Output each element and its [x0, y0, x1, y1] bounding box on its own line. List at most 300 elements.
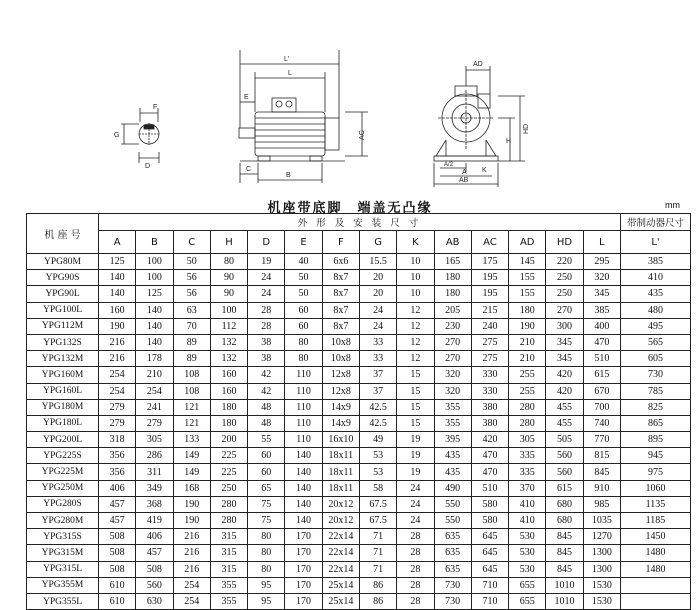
table-row	[27, 383, 691, 399]
table-cell: 12	[397, 334, 434, 350]
table-cell: 655	[509, 577, 546, 593]
table-cell: 10x8	[322, 334, 359, 350]
table-row	[27, 318, 691, 334]
table-cell: 19	[397, 448, 434, 464]
table-cell: 254	[99, 383, 136, 399]
table-cell: 24	[359, 302, 396, 318]
label-H: H	[506, 138, 512, 145]
table-cell: 615	[583, 367, 620, 383]
table-cell: 18x11	[322, 480, 359, 496]
label-L: L	[288, 70, 292, 77]
table-cell: 10	[397, 286, 434, 302]
table-cell: 90	[210, 270, 247, 286]
table-cell: 457	[99, 496, 136, 512]
table-cell: 985	[583, 496, 620, 512]
table-cell: 195	[471, 270, 508, 286]
table-cell: 25x14	[322, 593, 359, 609]
table-cell: 385	[583, 302, 620, 318]
table-cell: 75	[248, 496, 285, 512]
table-cell: 356	[99, 464, 136, 480]
table-cell: 6x6	[322, 254, 359, 270]
table-cell: 48	[248, 415, 285, 431]
table-row	[27, 464, 691, 480]
table-cell: 645	[471, 529, 508, 545]
table-cell: 580	[471, 496, 508, 512]
table-cell: 19	[248, 254, 285, 270]
table-cell: 18x11	[322, 448, 359, 464]
column-header: D	[248, 231, 285, 254]
table-cell: 60	[248, 464, 285, 480]
table-cell: 170	[285, 593, 322, 609]
table-cell: 24	[397, 496, 434, 512]
model-cell: YPG160M	[27, 367, 99, 383]
table-cell: 315	[210, 561, 247, 577]
table-cell: 190	[173, 513, 210, 529]
table-cell: 550	[434, 496, 471, 512]
table-cell: 19	[397, 464, 434, 480]
table-cell: 38	[248, 351, 285, 367]
table-cell: 56	[173, 286, 210, 302]
table-row	[27, 286, 691, 302]
table-cell: 25x14	[322, 577, 359, 593]
table-cell: 305	[136, 432, 173, 448]
table-cell: 14x9	[322, 399, 359, 415]
table-cell: 100	[210, 302, 247, 318]
table-cell: 165	[434, 254, 471, 270]
table-cell: 419	[136, 513, 173, 529]
table-cell: 700	[583, 399, 620, 415]
table-cell: 8x7	[322, 318, 359, 334]
table-cell: 250	[546, 270, 583, 286]
table-cell: 1185	[621, 513, 691, 529]
table-cell: 318	[99, 432, 136, 448]
table-row	[27, 302, 691, 318]
table-cell: 37	[359, 367, 396, 383]
model-cell: YPG250M	[27, 480, 99, 496]
table-cell: 205	[434, 302, 471, 318]
table-cell: 140	[285, 496, 322, 512]
table-cell: 580	[471, 513, 508, 529]
table-cell: 320	[434, 383, 471, 399]
table-cell: 95	[248, 577, 285, 593]
table-cell: 1530	[583, 577, 620, 593]
model-cell: YPG132M	[27, 351, 99, 367]
table-cell: 457	[99, 513, 136, 529]
table-cell: 710	[471, 577, 508, 593]
table-cell: 180	[210, 415, 247, 431]
table-cell: 210	[136, 367, 173, 383]
table-cell: 53	[359, 448, 396, 464]
table-cell: 470	[471, 464, 508, 480]
table-cell: 280	[210, 496, 247, 512]
table-cell: 945	[621, 448, 691, 464]
label-AC: AC	[359, 130, 366, 140]
table-cell: 1480	[621, 545, 691, 561]
table-cell: 254	[173, 577, 210, 593]
table-cell: 100	[136, 270, 173, 286]
table-cell: 110	[285, 399, 322, 415]
table-cell: 230	[434, 318, 471, 334]
label-A-half: A/2	[444, 162, 454, 168]
table-cell: 370	[509, 480, 546, 496]
table-cell: 100	[136, 254, 173, 270]
table-cell: 225	[210, 464, 247, 480]
table-cell: 560	[546, 464, 583, 480]
table-cell: 975	[621, 464, 691, 480]
table-cell: 740	[583, 415, 620, 431]
table-cell: 241	[136, 399, 173, 415]
table-cell: 20x12	[322, 513, 359, 529]
table-cell: 845	[583, 464, 620, 480]
table-cell: 89	[173, 351, 210, 367]
label-HD: HD	[523, 123, 530, 134]
table-cell: 320	[434, 367, 471, 383]
table-cell: 15.5	[359, 254, 396, 270]
table-cell: 845	[546, 529, 583, 545]
label-G: G	[114, 132, 120, 139]
table-cell: 121	[173, 415, 210, 431]
table-cell: 645	[471, 545, 508, 561]
table-cell: 210	[509, 351, 546, 367]
table-cell: 110	[285, 432, 322, 448]
brake-header: 带制动器尺寸	[621, 214, 691, 231]
table-cell: 33	[359, 351, 396, 367]
table-cell: 125	[136, 286, 173, 302]
table-row	[27, 415, 691, 431]
model-cell: YPG100L	[27, 302, 99, 318]
table-cell: 160	[210, 367, 247, 383]
unit-label: mm	[665, 200, 680, 210]
model-cell: YPG355L	[27, 593, 99, 609]
table-cell: 160	[99, 302, 136, 318]
table-cell: 910	[583, 480, 620, 496]
table-cell: 420	[546, 383, 583, 399]
table-cell: 86	[359, 577, 396, 593]
table-cell: 20	[359, 286, 396, 302]
table-cell: 42.5	[359, 399, 396, 415]
table-cell: 315	[210, 529, 247, 545]
group-header: 外 形 及 安 装 尺 寸	[99, 214, 621, 231]
table-cell: 80	[285, 351, 322, 367]
table-cell: 70	[173, 318, 210, 334]
table-cell: 630	[136, 593, 173, 609]
table-cell: 149	[173, 464, 210, 480]
model-cell: YPG315M	[27, 545, 99, 561]
table-cell: 24	[248, 286, 285, 302]
table-cell: 15	[397, 367, 434, 383]
label-A: A	[462, 169, 467, 176]
table-cell: 279	[99, 399, 136, 415]
table-cell: 8x7	[322, 270, 359, 286]
motor-dimension-drawing	[0, 0, 700, 196]
table-cell: 770	[583, 432, 620, 448]
table-cell: 550	[434, 513, 471, 529]
table-cell: 1010	[546, 577, 583, 593]
table-cell: 210	[509, 334, 546, 350]
column-header: A	[99, 231, 136, 254]
table-cell: 50	[173, 254, 210, 270]
table-cell: 355	[210, 577, 247, 593]
table-row	[27, 270, 691, 286]
table-cell: 12	[397, 351, 434, 367]
table-cell: 20x12	[322, 496, 359, 512]
table-cell: 508	[136, 561, 173, 577]
table-cell: 825	[621, 399, 691, 415]
table-cell: 67.5	[359, 513, 396, 529]
table-row	[27, 351, 691, 367]
table-cell: 170	[285, 545, 322, 561]
table-cell: 15	[397, 415, 434, 431]
table-cell: 8x7	[322, 302, 359, 318]
table-cell: 28	[397, 529, 434, 545]
table-cell: 42	[248, 383, 285, 399]
table-cell: 457	[136, 545, 173, 561]
table-row	[27, 513, 691, 529]
table-cell: 530	[509, 545, 546, 561]
table-cell: 255	[509, 367, 546, 383]
table-cell: 60	[285, 302, 322, 318]
table-cell: 71	[359, 561, 396, 577]
table-cell: 356	[99, 448, 136, 464]
label-AB: AB	[459, 177, 469, 184]
table-cell: 190	[99, 318, 136, 334]
model-cell: YPG90S	[27, 270, 99, 286]
shaft-section-view	[121, 108, 159, 163]
table-cell: 140	[136, 302, 173, 318]
table-cell: 255	[509, 383, 546, 399]
table-cell: 1035	[583, 513, 620, 529]
table-cell: 560	[546, 448, 583, 464]
column-header-row	[27, 231, 691, 254]
table-cell: 305	[509, 432, 546, 448]
table-cell: 565	[621, 334, 691, 350]
table-cell: 80	[248, 561, 285, 577]
table-cell: 108	[173, 383, 210, 399]
model-cell: YPG200L	[27, 432, 99, 448]
table-cell: 250	[210, 480, 247, 496]
table-cell: 170	[285, 561, 322, 577]
table-cell: 680	[546, 496, 583, 512]
table-cell: 24	[397, 513, 434, 529]
table-cell: 355	[434, 415, 471, 431]
table-cell: 112	[210, 318, 247, 334]
table-cell: 110	[285, 367, 322, 383]
table-cell: 121	[173, 399, 210, 415]
table-cell: 1300	[583, 561, 620, 577]
column-header: H	[210, 231, 247, 254]
table-cell: 56	[173, 270, 210, 286]
table-cell: 455	[546, 399, 583, 415]
table-cell: 42	[248, 367, 285, 383]
table-row	[27, 561, 691, 577]
table-cell: 635	[434, 545, 471, 561]
table-row	[27, 367, 691, 383]
table-cell: 28	[248, 318, 285, 334]
table-cell: 22x14	[322, 529, 359, 545]
table-cell: 80	[248, 529, 285, 545]
table-cell: 12	[397, 302, 434, 318]
table-cell: 140	[99, 286, 136, 302]
table-cell: 200	[210, 432, 247, 448]
table-cell: 180	[509, 302, 546, 318]
table-cell: 385	[621, 254, 691, 270]
table-cell: 80	[248, 545, 285, 561]
table-cell: 75	[248, 513, 285, 529]
table-cell: 505	[546, 432, 583, 448]
table-cell: 28	[397, 561, 434, 577]
table-cell: 86	[359, 593, 396, 609]
table-row	[27, 399, 691, 415]
table-row	[27, 545, 691, 561]
table-cell: 280	[210, 513, 247, 529]
table-cell: 58	[359, 480, 396, 496]
model-cell: YPG90L	[27, 286, 99, 302]
table-cell: 155	[509, 270, 546, 286]
table-cell: 180	[210, 399, 247, 415]
table-cell: 380	[471, 415, 508, 431]
column-header: F	[322, 231, 359, 254]
motor-end-view	[434, 66, 525, 187]
table-cell: 635	[434, 529, 471, 545]
table-cell: 71	[359, 545, 396, 561]
table-cell: 49	[359, 432, 396, 448]
table-cell: 380	[471, 399, 508, 415]
label-B: B	[286, 172, 291, 179]
table-cell: 60	[248, 448, 285, 464]
table-cell: 220	[546, 254, 583, 270]
model-cell: YPG112M	[27, 318, 99, 334]
table-cell: 610	[99, 577, 136, 593]
table-cell: 508	[99, 545, 136, 561]
table-cell: 149	[173, 448, 210, 464]
table-cell: 18x11	[322, 464, 359, 480]
table-cell: 216	[173, 561, 210, 577]
table-cell: 140	[285, 448, 322, 464]
table-cell: 508	[99, 529, 136, 545]
table-cell: 395	[434, 432, 471, 448]
table-cell: 215	[471, 302, 508, 318]
table-cell: 730	[621, 367, 691, 383]
model-cell: YPG355M	[27, 577, 99, 593]
table-cell: 275	[471, 351, 508, 367]
table-cell: 410	[621, 270, 691, 286]
column-header: G	[359, 231, 396, 254]
table-cell: 133	[173, 432, 210, 448]
table-cell: 254	[173, 593, 210, 609]
table-cell: 1480	[621, 561, 691, 577]
table-cell: 1530	[583, 593, 620, 609]
table-cell: 349	[136, 480, 173, 496]
table-cell: 279	[99, 415, 136, 431]
table-cell: 24	[248, 270, 285, 286]
table-cell: 240	[471, 318, 508, 334]
column-header: AB	[434, 231, 471, 254]
table-cell: 410	[509, 513, 546, 529]
table-cell: 53	[359, 464, 396, 480]
table-cell: 345	[546, 351, 583, 367]
label-D: D	[145, 163, 151, 170]
table-cell: 170	[285, 529, 322, 545]
motor-side-view	[239, 50, 368, 183]
table-cell: 406	[136, 529, 173, 545]
table-cell: 1060	[621, 480, 691, 496]
column-header: E	[285, 231, 322, 254]
table-cell: 38	[248, 334, 285, 350]
table-cell: 1450	[621, 529, 691, 545]
table-cell: 730	[434, 577, 471, 593]
table-cell: 510	[583, 351, 620, 367]
table-body	[27, 254, 691, 610]
page-title: 机座带底脚 端盖无凸缘	[267, 201, 433, 216]
table-cell: 48	[248, 399, 285, 415]
model-cell: YPG132S	[27, 334, 99, 350]
table-cell: 190	[509, 318, 546, 334]
table-cell: 530	[509, 561, 546, 577]
table-cell: 15	[397, 399, 434, 415]
table-cell: 125	[99, 254, 136, 270]
table-cell: 65	[248, 480, 285, 496]
table-cell: 410	[509, 496, 546, 512]
table-cell: 24	[397, 480, 434, 496]
model-cell: YPG315L	[27, 561, 99, 577]
table-row	[27, 432, 691, 448]
table-cell: 155	[509, 286, 546, 302]
table-cell: 300	[546, 318, 583, 334]
table-cell: 480	[621, 302, 691, 318]
column-header: AD	[509, 231, 546, 254]
table-cell: 455	[546, 415, 583, 431]
table-cell: 510	[471, 480, 508, 496]
table-cell: 635	[434, 561, 471, 577]
table-cell: 180	[434, 270, 471, 286]
table-cell: 216	[173, 529, 210, 545]
label-F: F	[153, 104, 158, 111]
table-cell: 420	[471, 432, 508, 448]
table-cell: 615	[546, 480, 583, 496]
table-cell: 710	[471, 593, 508, 609]
table-cell: 216	[173, 545, 210, 561]
table-cell: 295	[583, 254, 620, 270]
table-cell: 1270	[583, 529, 620, 545]
table-cell: 400	[583, 318, 620, 334]
column-header: C	[173, 231, 210, 254]
table-cell: 168	[173, 480, 210, 496]
model-cell: YPG160L	[27, 383, 99, 399]
table-cell: 8x7	[322, 286, 359, 302]
model-cell: YPG225M	[27, 464, 99, 480]
table-cell: 345	[546, 334, 583, 350]
table-cell: 280	[509, 399, 546, 415]
table-cell: 63	[173, 302, 210, 318]
table-cell: 37	[359, 383, 396, 399]
table-cell: 1010	[546, 593, 583, 609]
table-cell: 28	[397, 577, 434, 593]
table-row	[27, 496, 691, 512]
table-cell: 845	[546, 561, 583, 577]
table-cell: 80	[285, 334, 322, 350]
table-cell: 22x14	[322, 561, 359, 577]
column-header-brake: L'	[621, 231, 691, 254]
table-cell: 28	[397, 593, 434, 609]
table-cell: 140	[136, 318, 173, 334]
table-cell	[621, 593, 691, 609]
table-cell: 24	[359, 318, 396, 334]
table-cell: 140	[285, 480, 322, 496]
table-cell: 435	[621, 286, 691, 302]
table-row	[27, 448, 691, 464]
table-cell: 655	[509, 593, 546, 609]
table-cell: 28	[397, 545, 434, 561]
